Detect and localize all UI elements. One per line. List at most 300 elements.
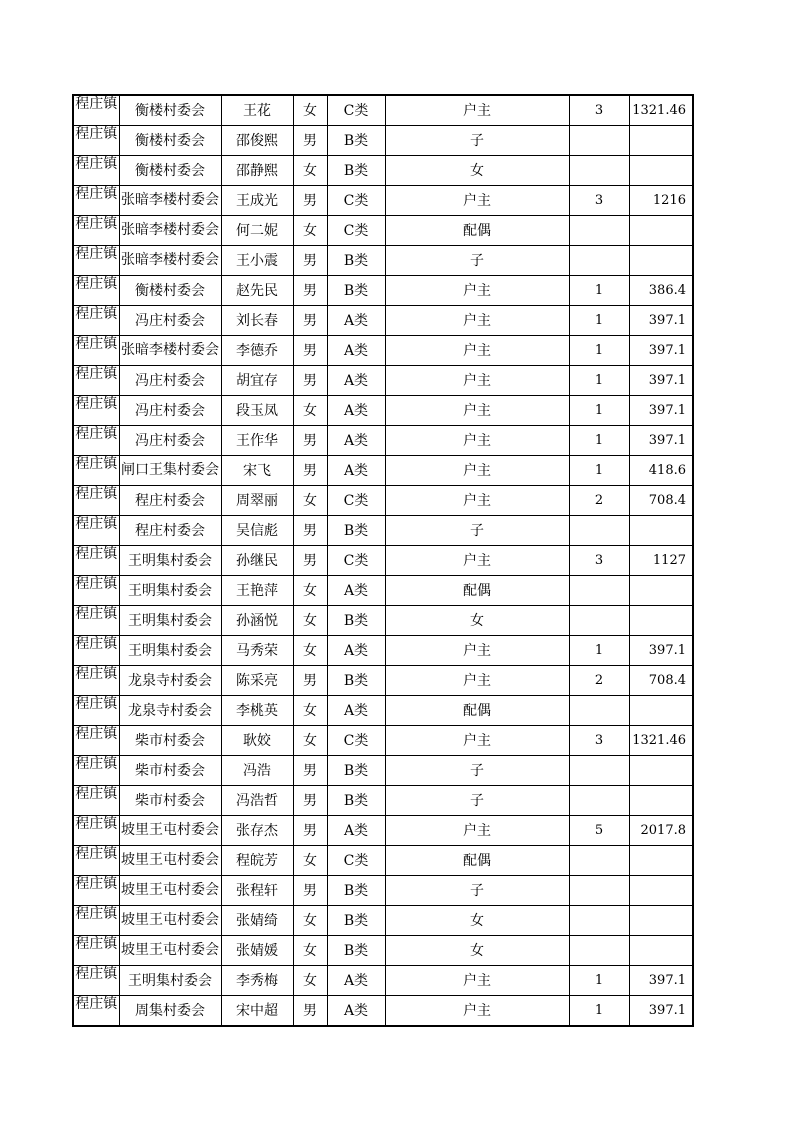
household-count-cell [569,996,629,1027]
town-cell [73,906,119,936]
category-cell [327,756,385,786]
gender-cell-text: 男 [303,672,317,689]
name-cell [221,366,293,396]
category-cell-text: C类 [343,852,369,869]
household-count-cell [569,936,629,966]
household-count-cell [569,966,629,996]
household-count-cell [569,336,629,366]
relation-cell-text: 配偶 [463,222,491,239]
table-row [73,816,693,846]
town-cell-text: 程庄镇 [75,786,118,802]
relation-cell-text: 配偶 [463,852,491,869]
category-cell [327,156,385,186]
village-cell-text: 龙泉寺村委会 [128,672,212,689]
village-cell-text: 柴市村委会 [135,762,205,779]
gender-cell [293,666,327,696]
gender-cell-text: 男 [303,132,317,149]
table-row [73,546,693,576]
relation-cell-text: 户主 [463,192,491,209]
table-row [73,576,693,606]
town-cell [73,396,119,426]
amount-cell [629,846,693,876]
name-cell [221,666,293,696]
town-cell-text: 程庄镇 [75,306,118,322]
village-cell-text: 冯庄村委会 [135,402,205,419]
gender-cell-text: 女 [303,492,317,509]
name-cell [221,876,293,906]
category-cell [327,816,385,846]
village-cell [119,336,221,366]
name-cell [221,396,293,426]
amount-cell [629,936,693,966]
category-cell-text: C类 [343,102,369,119]
name-cell [221,546,293,576]
table-row [73,456,693,486]
town-cell [73,516,119,546]
table-row [73,726,693,756]
amount-cell-text: 397.1 [648,312,686,328]
village-cell [119,906,221,936]
relation-cell-text: 户主 [463,822,491,839]
category-cell-text: B类 [343,942,369,959]
amount-cell [629,216,693,246]
relation-cell [385,95,569,126]
relation-cell-text: 女 [470,162,484,179]
amount-cell-text: 397.1 [648,972,686,988]
category-cell [327,366,385,396]
category-cell-text: B类 [343,282,369,299]
table-row [73,606,693,636]
relation-cell [385,966,569,996]
gender-cell-text: 女 [303,942,317,959]
gender-cell-text: 女 [303,702,317,719]
village-cell-text: 周集村委会 [135,1002,205,1019]
amount-cell [629,786,693,816]
amount-cell [629,876,693,906]
name-cell [221,906,293,936]
household-count-cell-text: 1 [594,342,604,358]
table-row [73,696,693,726]
category-cell-text: C类 [343,192,369,209]
gender-cell-text: 男 [303,282,317,299]
name-cell-text: 周翠丽 [236,492,278,509]
name-cell-text: 吴信彪 [236,522,278,539]
name-cell [221,336,293,366]
village-cell [119,636,221,666]
name-cell-text: 陈采亮 [236,672,278,689]
household-count-cell [569,186,629,216]
gender-cell-text: 女 [303,972,317,989]
town-cell [73,606,119,636]
gender-cell [293,246,327,276]
relation-cell-text: 户主 [463,552,491,569]
table-row [73,936,693,966]
village-cell [119,216,221,246]
amount-cell-text: 397.1 [648,402,686,418]
category-cell [327,786,385,816]
village-cell [119,606,221,636]
town-cell-text: 程庄镇 [75,336,118,352]
category-cell-text: A类 [343,432,369,449]
amount-cell [629,966,693,996]
town-cell [73,246,119,276]
household-count-cell [569,276,629,306]
town-cell-text: 程庄镇 [75,696,118,712]
town-cell [73,186,119,216]
name-cell-text: 李桃英 [236,702,278,719]
name-cell [221,696,293,726]
relation-cell-text: 户主 [463,972,491,989]
relation-cell-text: 女 [470,942,484,959]
amount-cell-text: 708.4 [648,492,686,508]
town-cell [73,576,119,606]
relation-cell [385,816,569,846]
village-cell [119,756,221,786]
gender-cell [293,216,327,246]
name-cell-text: 张存杰 [236,822,278,839]
household-count-cell [569,756,629,786]
village-cell [119,936,221,966]
gender-cell-text: 女 [303,162,317,179]
town-cell [73,966,119,996]
gender-cell-text: 男 [303,432,317,449]
category-cell [327,696,385,726]
village-cell-text: 坡里王屯村委会 [121,822,219,838]
amount-cell [629,336,693,366]
amount-cell-text: 397.1 [648,372,686,388]
household-count-cell-text: 3 [594,102,604,118]
gender-cell [293,426,327,456]
village-cell [119,486,221,516]
category-cell-text: B类 [343,132,369,149]
household-count-cell [569,216,629,246]
name-cell [221,126,293,156]
gender-cell [293,546,327,576]
village-cell-text: 柴市村委会 [135,792,205,809]
name-cell [221,726,293,756]
gender-cell [293,696,327,726]
name-cell-text: 邵俊熙 [236,132,278,149]
town-cell [73,306,119,336]
town-cell-text: 程庄镇 [75,126,118,142]
category-cell-text: B类 [343,522,369,539]
amount-cell [629,426,693,456]
relief-recipients-table [72,94,694,1027]
gender-cell-text: 男 [303,1002,317,1019]
household-count-cell [569,396,629,426]
category-cell [327,486,385,516]
household-count-cell [569,906,629,936]
town-cell [73,426,119,456]
household-count-cell [569,516,629,546]
amount-cell [629,486,693,516]
relation-cell [385,126,569,156]
village-cell [119,396,221,426]
category-cell [327,246,385,276]
town-cell-text: 程庄镇 [75,876,118,892]
name-cell-text: 张婧绮 [236,912,278,929]
village-cell-text: 张暗李楼村委会 [121,192,219,208]
table-row [73,95,693,126]
table-row [73,966,693,996]
table-row [73,756,693,786]
relation-cell [385,756,569,786]
village-cell-text: 闸口王集村委会 [121,462,219,478]
village-cell-text: 张暗李楼村委会 [121,222,219,238]
relation-cell [385,666,569,696]
household-count-cell [569,876,629,906]
name-cell [221,456,293,486]
category-cell-text: B类 [343,762,369,779]
gender-cell [293,396,327,426]
relation-cell-text: 配偶 [463,702,491,719]
name-cell-text: 马秀荣 [236,642,278,659]
category-cell [327,846,385,876]
town-cell-text: 程庄镇 [75,156,118,172]
table-row [73,666,693,696]
category-cell [327,576,385,606]
relation-cell [385,996,569,1027]
household-count-cell-text: 3 [594,192,604,208]
amount-cell-text: 397.1 [648,342,686,358]
gender-cell-text: 男 [303,372,317,389]
village-cell-text: 衡楼村委会 [135,162,205,179]
relation-cell [385,396,569,426]
household-count-cell [569,546,629,576]
table-row [73,336,693,366]
name-cell-text: 孙涵悦 [236,612,278,629]
relation-cell [385,426,569,456]
household-count-cell-text: 1 [594,372,604,388]
category-cell [327,726,385,756]
table-row [73,876,693,906]
name-cell-text: 孙继民 [236,552,278,569]
relation-cell-text: 女 [470,612,484,629]
town-cell-text: 程庄镇 [75,726,118,742]
household-count-cell-text: 1 [594,432,604,448]
household-count-cell-text: 2 [594,672,604,688]
amount-cell [629,276,693,306]
town-cell-text: 程庄镇 [75,756,118,772]
relation-cell-text: 子 [470,132,484,149]
town-cell [73,336,119,366]
category-cell-text: B类 [343,672,369,689]
town-cell [73,456,119,486]
household-count-cell [569,486,629,516]
gender-cell [293,726,327,756]
name-cell [221,636,293,666]
name-cell-text: 段玉凤 [236,402,278,419]
name-cell-text: 冯浩哲 [236,792,278,809]
town-cell-text: 程庄镇 [75,366,118,382]
town-cell [73,486,119,516]
relation-cell [385,546,569,576]
town-cell [73,996,119,1027]
amount-cell-text: 1216 [652,192,686,208]
category-cell-text: A类 [343,402,369,419]
village-cell [119,816,221,846]
category-cell [327,606,385,636]
town-cell-text: 程庄镇 [75,396,118,412]
relation-cell [385,906,569,936]
table-row [73,366,693,396]
gender-cell-text: 女 [303,222,317,239]
category-cell [327,876,385,906]
name-cell [221,216,293,246]
name-cell-text: 程皖芳 [236,852,278,869]
household-count-cell [569,636,629,666]
amount-cell-text: 2017.8 [640,822,686,838]
village-cell-text: 王明集村委会 [128,972,212,989]
name-cell [221,846,293,876]
village-cell-text: 王明集村委会 [128,582,212,599]
village-cell [119,966,221,996]
name-cell [221,996,293,1027]
town-cell [73,95,119,126]
amount-cell [629,95,693,126]
category-cell [327,996,385,1027]
relation-cell-text: 户主 [463,342,491,359]
village-cell-text: 程庄村委会 [135,522,205,539]
amount-cell [629,546,693,576]
household-count-cell-text: 1 [594,282,604,298]
amount-cell [629,906,693,936]
village-cell-text: 衡楼村委会 [135,102,205,119]
village-cell-text: 张暗李楼村委会 [121,342,219,358]
gender-cell-text: 女 [303,102,317,119]
village-cell-text: 程庄村委会 [135,492,205,509]
town-cell [73,696,119,726]
town-cell-text: 程庄镇 [75,186,118,202]
town-cell [73,876,119,906]
amount-cell [629,606,693,636]
relation-cell-text: 子 [470,252,484,269]
gender-cell [293,126,327,156]
category-cell [327,906,385,936]
town-cell [73,816,119,846]
relation-cell [385,246,569,276]
amount-cell [629,576,693,606]
village-cell [119,846,221,876]
amount-cell-text: 397.1 [648,642,686,658]
town-cell-text: 程庄镇 [75,576,118,592]
gender-cell-text: 男 [303,312,317,329]
household-count-cell [569,366,629,396]
category-cell [327,336,385,366]
gender-cell-text: 男 [303,762,317,779]
name-cell [221,306,293,336]
name-cell [221,966,293,996]
household-count-cell-text: 1 [594,462,604,478]
table-row [73,906,693,936]
village-cell [119,546,221,576]
village-cell-text: 冯庄村委会 [135,432,205,449]
gender-cell-text: 女 [303,732,317,749]
amount-cell [629,246,693,276]
category-cell [327,516,385,546]
category-cell-text: A类 [343,1002,369,1019]
name-cell-text: 王小震 [236,252,278,269]
amount-cell [629,456,693,486]
gender-cell-text: 男 [303,192,317,209]
name-cell-text: 王作华 [236,432,278,449]
amount-cell-text: 397.1 [648,1002,686,1018]
category-cell-text: C类 [343,222,369,239]
household-count-cell [569,306,629,336]
table-row [73,636,693,666]
name-cell [221,156,293,186]
category-cell [327,936,385,966]
category-cell [327,306,385,336]
village-cell-text: 坡里王屯村委会 [121,852,219,868]
category-cell-text: A类 [343,582,369,599]
relation-cell-text: 户主 [463,1002,491,1019]
village-cell-text: 冯庄村委会 [135,372,205,389]
category-cell [327,426,385,456]
town-cell-text: 程庄镇 [75,486,118,502]
category-cell-text: A类 [343,972,369,989]
gender-cell-text: 女 [303,582,317,599]
name-cell [221,186,293,216]
gender-cell [293,576,327,606]
village-cell [119,246,221,276]
town-cell [73,546,119,576]
category-cell [327,666,385,696]
name-cell [221,936,293,966]
category-cell-text: A类 [343,342,369,359]
name-cell-text: 赵先民 [236,282,278,299]
household-count-cell-text: 2 [594,492,604,508]
name-cell-text: 耿姣 [243,732,271,749]
town-cell [73,156,119,186]
category-cell [327,95,385,126]
village-cell [119,516,221,546]
household-count-cell [569,696,629,726]
amount-cell [629,666,693,696]
name-cell-text: 刘长春 [236,312,278,329]
town-cell [73,936,119,966]
category-cell [327,456,385,486]
village-cell-text: 张暗李楼村委会 [121,252,219,268]
relation-cell [385,696,569,726]
name-cell-text: 李德乔 [236,342,278,359]
name-cell [221,816,293,846]
relation-cell [385,786,569,816]
amount-cell-text: 397.1 [648,432,686,448]
relation-cell [385,216,569,246]
category-cell-text: A类 [343,372,369,389]
name-cell [221,516,293,546]
village-cell [119,306,221,336]
relation-cell [385,276,569,306]
relation-cell [385,186,569,216]
name-cell-text: 王花 [243,102,271,119]
table-row [73,516,693,546]
category-cell-text: C类 [343,492,369,509]
name-cell-text: 邵静熙 [236,162,278,179]
amount-cell [629,396,693,426]
village-cell-text: 龙泉寺村委会 [128,702,212,719]
amount-cell-text: 418.6 [648,462,686,478]
gender-cell-text: 男 [303,882,317,899]
name-cell-text: 张婧媛 [236,942,278,959]
category-cell [327,546,385,576]
name-cell [221,276,293,306]
category-cell-text: C类 [343,732,369,749]
gender-cell [293,636,327,666]
gender-cell-text: 男 [303,342,317,359]
village-cell [119,876,221,906]
